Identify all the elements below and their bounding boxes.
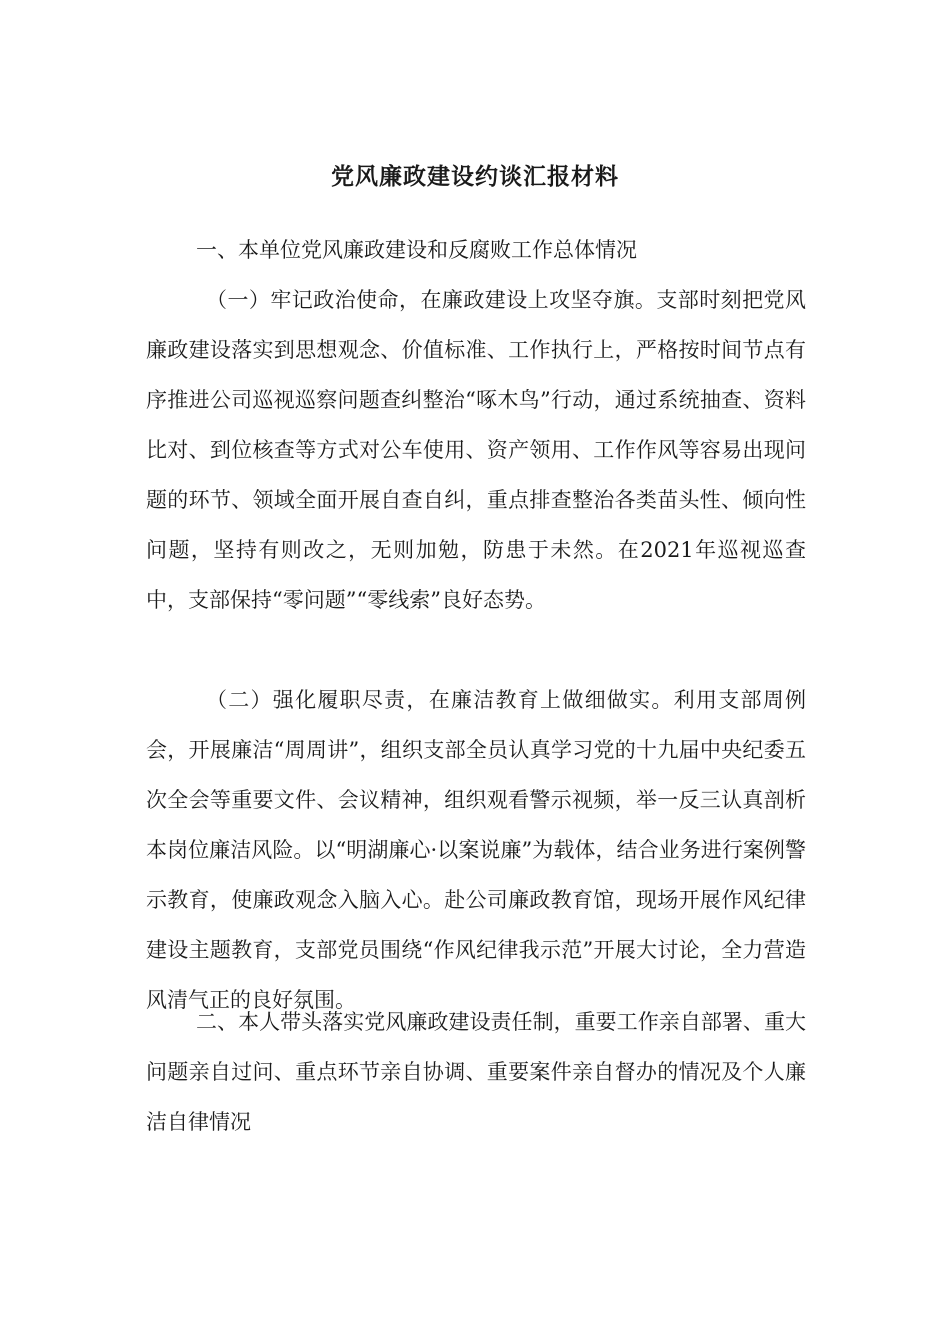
document-title: 党风廉政建设约谈汇报材料 [331,163,619,190]
paragraph-integrity-education: （二）强化履职尽责，在廉洁教育上做细做实。利用支部周例会，开展廉洁“周周讲”，组织支部全员认真学习党的十九届中央纪委五次全会等重要文件、会议精神，组织观看警示视频，举一反三认真剖析本岗位廉洁风险。以“明湖廉心·以案说廉”为载体，结合业务进行案例警示教育，使廉政观念入脑入心。赴公司廉政教育馆，现场开展作风纪律建设主题教育，支部党员围绕“作风纪律我示范”开展大讨论，全力营造风清气正的良好氛围。 [146,688,806,1012]
section-heading-2: 二、本人带头落实党风廉政建设责任制，重要工作亲自部署、重大问题亲自过问、重点环节亲自协调、重要案件亲自督办的情况及个人廉洁自律情况 [146,1010,806,1134]
section-heading-1: 一、本单位党风廉政建设和反腐败工作总体情况 [196,238,637,262]
paragraph-political-mission: （一）牢记政治使命，在廉政建设上攻坚夺旗。支部时刻把党风廉政建设落实到思想观念、价值标准、工作执行上，严格按时间节点有序推进公司巡视巡察问题查纠整治“啄木鸟”行动，通过系统抽查、资料比对、到位核查等方式对公车使用、资产领用、工作作风等容易出现问题的环节、领域全面开展自查自纠，重点排查整治各类苗头性、倾向性问题，坚持有则改之，无则加勉，防患于未然。在2021年巡视巡查中，支部保持“零问题”“零线索”良好态势。 [146,288,806,612]
